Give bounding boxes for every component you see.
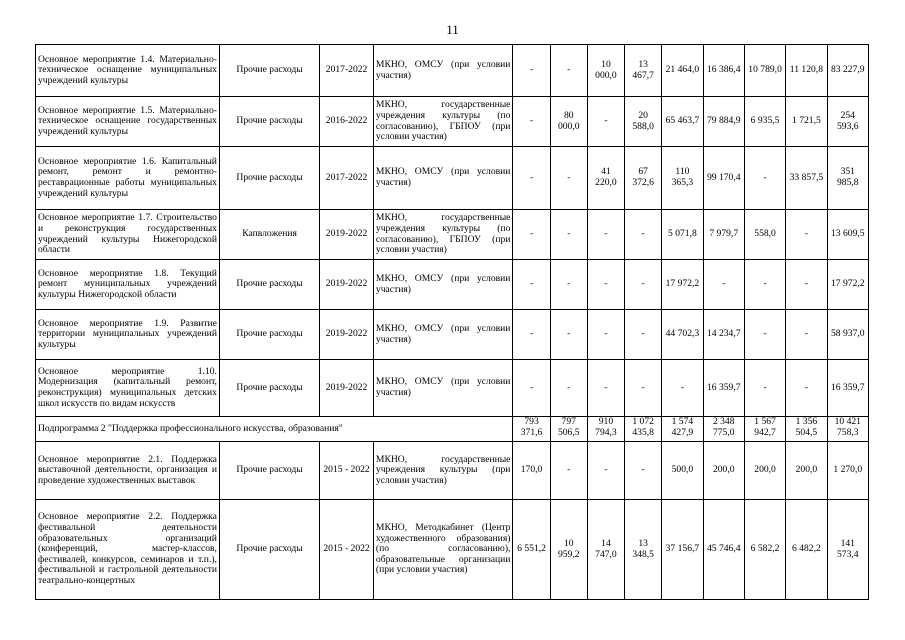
expense-type: Прочие расходы [219, 360, 319, 417]
value-cell: 558,0 [744, 210, 785, 260]
value-cell: - [550, 147, 587, 210]
value-cell: 11 120,8 [786, 45, 827, 97]
value-cell: - [587, 360, 624, 417]
value-cell: 20 588,0 [625, 97, 662, 147]
table-row [36, 442, 869, 500]
period: 2019-2022 [320, 310, 374, 360]
value-cell: 797 506,5 [550, 417, 587, 442]
value-cell: 10 789,0 [744, 45, 785, 97]
table-row [36, 500, 869, 600]
value-cell: - [513, 147, 550, 210]
expense-type: Капвложения [219, 210, 319, 260]
value-cell: 1 356 504,5 [786, 417, 827, 442]
executor: МКНО, ОМСУ (при условии участия) [373, 360, 513, 417]
activity-name: Основное мероприятие 2.2. Поддержка фестивальной деятельности образовательных организаций (конференций, мастер-классов, фестивалей, конкурсов, семинаров и т.п.), фестивальной и гастрольной деятельности театрально-концертных [36, 500, 220, 600]
value-cell: - [550, 442, 587, 500]
table-row [36, 360, 869, 417]
value-cell: 13 467,7 [625, 45, 662, 97]
subprogram-title: Подпрограмма 2 "Поддержка профессионального искусства, образования" [36, 417, 513, 442]
table-row [36, 210, 869, 260]
value-cell: 83 227,9 [827, 45, 868, 97]
value-cell: - [662, 360, 703, 417]
value-cell: 16 359,7 [827, 360, 868, 417]
value-cell: 99 170,4 [703, 147, 744, 210]
expense-type: Прочие расходы [219, 310, 319, 360]
page-number: 11 [446, 22, 459, 37]
value-cell: - [786, 210, 827, 260]
value-cell: 1 574 427,9 [662, 417, 703, 442]
executor: МКНО, государственные учреждения культуры (по согласованию), ГБПОУ (при условии участия) [373, 210, 513, 260]
value-cell: 33 857,5 [786, 147, 827, 210]
table-row [36, 310, 869, 360]
table-row [36, 97, 869, 147]
activity-name: Основное мероприятие 1.5. Материально-техническое оснащение государственных учреждений культуры [36, 97, 220, 147]
value-cell: 793 371,6 [513, 417, 550, 442]
value-cell: - [587, 442, 624, 500]
value-cell: - [513, 210, 550, 260]
value-cell: 79 884,9 [703, 97, 744, 147]
value-cell: 1 567 942,7 [744, 417, 785, 442]
value-cell: 6 551,2 [513, 500, 550, 600]
period: 2015 - 2022 [320, 500, 374, 600]
activity-name: Основное мероприятие 1.9. Развитие территории муниципальных учреждений культуры [36, 310, 220, 360]
value-cell: 6 582,2 [744, 500, 785, 600]
executor: МКНО, ОМСУ (при условии участия) [373, 45, 513, 97]
value-cell: - [625, 310, 662, 360]
expense-type: Прочие расходы [219, 97, 319, 147]
value-cell: - [550, 260, 587, 310]
value-cell: 37 156,7 [662, 500, 703, 600]
period: 2017-2022 [320, 147, 374, 210]
value-cell: 2 348 775,0 [703, 417, 744, 442]
value-cell: - [625, 210, 662, 260]
value-cell: 200,0 [744, 442, 785, 500]
period: 2015 - 2022 [320, 442, 374, 500]
value-cell: - [587, 97, 624, 147]
table-row [36, 147, 869, 210]
value-cell: - [550, 45, 587, 97]
expense-type: Прочие расходы [219, 45, 319, 97]
value-cell: - [513, 45, 550, 97]
activity-name: Основное мероприятие 1.10. Модернизация (капитальный ремонт, реконструкция) муниципальных детских школ искусств по видам искусств [36, 360, 220, 417]
value-cell: - [587, 260, 624, 310]
value-cell: 910 794,3 [587, 417, 624, 442]
period: 2019-2022 [320, 360, 374, 417]
value-cell: 351 985,8 [827, 147, 868, 210]
value-cell: 110 365,3 [662, 147, 703, 210]
value-cell: 1 072 435,8 [625, 417, 662, 442]
value-cell: - [550, 310, 587, 360]
value-cell: 58 937,0 [827, 310, 868, 360]
value-cell: - [550, 210, 587, 260]
value-cell: - [625, 360, 662, 417]
value-cell: 13 609,5 [827, 210, 868, 260]
value-cell: - [744, 147, 785, 210]
value-cell: - [625, 442, 662, 500]
expense-type: Прочие расходы [219, 147, 319, 210]
value-cell: - [513, 360, 550, 417]
value-cell: - [550, 360, 587, 417]
activity-name: Основное мероприятие 1.4. Материально-техническое оснащение муниципальных учреждений культуры [36, 45, 220, 97]
value-cell: - [744, 360, 785, 417]
value-cell: - [513, 310, 550, 360]
value-cell: 6 482,2 [786, 500, 827, 600]
value-cell: 45 746,4 [703, 500, 744, 600]
value-cell: 13 348,5 [625, 500, 662, 600]
value-cell: 65 463,7 [662, 97, 703, 147]
executor: МКНО, Методкабинет (Центр художественного образования) (по согласованию), образовательные организации (при условии участия) [373, 500, 513, 600]
period: 2017-2022 [320, 45, 374, 97]
expense-type: Прочие расходы [219, 500, 319, 600]
value-cell: 17 972,2 [662, 260, 703, 310]
value-cell: - [587, 310, 624, 360]
executor: МКНО, государственные учреждения культуры (по согласованию), ГБПОУ (при условии участия) [373, 97, 513, 147]
value-cell: 14 234,7 [703, 310, 744, 360]
value-cell: - [625, 260, 662, 310]
value-cell: 14 747,0 [587, 500, 624, 600]
value-cell: 1 721,5 [786, 97, 827, 147]
value-cell: 10 959,2 [550, 500, 587, 600]
value-cell: - [703, 260, 744, 310]
executor: МКНО, государственные учреждения культуры (при условии участия) [373, 442, 513, 500]
value-cell: 7 979,7 [703, 210, 744, 260]
value-cell: - [513, 260, 550, 310]
value-cell: 16 386,4 [703, 45, 744, 97]
value-cell: 16 359,7 [703, 360, 744, 417]
period: 2016-2022 [320, 97, 374, 147]
value-cell: 44 702,3 [662, 310, 703, 360]
value-cell: 500,0 [662, 442, 703, 500]
value-cell: 67 372,6 [625, 147, 662, 210]
value-cell: - [744, 310, 785, 360]
table-row [36, 260, 869, 310]
value-cell: 41 220,0 [587, 147, 624, 210]
value-cell: 1 270,0 [827, 442, 868, 500]
value-cell: 80 000,0 [550, 97, 587, 147]
period: 2019-2022 [320, 210, 374, 260]
value-cell: - [513, 97, 550, 147]
expense-type: Прочие расходы [219, 442, 319, 500]
budget-table [35, 44, 869, 600]
value-cell: 6 935,5 [744, 97, 785, 147]
value-cell: 141 573,4 [827, 500, 868, 600]
activity-name: Основное мероприятие 2.1. Поддержка выставочной деятельности, организация и проведение художественных выставок [36, 442, 220, 500]
value-cell: 5 071,8 [662, 210, 703, 260]
value-cell: 200,0 [786, 442, 827, 500]
value-cell: 170,0 [513, 442, 550, 500]
activity-name: Основное мероприятие 1.6. Капитальный ремонт, ремонт и ремонтно-реставрационные работы муниципальных учреждений культуры [36, 147, 220, 210]
executor: МКНО, ОМСУ (при условии участия) [373, 147, 513, 210]
executor: МКНО, ОМСУ (при условии участия) [373, 260, 513, 310]
value-cell: 21 464,0 [662, 45, 703, 97]
value-cell: 17 972,2 [827, 260, 868, 310]
value-cell: - [744, 260, 785, 310]
value-cell: - [786, 310, 827, 360]
value-cell: - [786, 360, 827, 417]
value-cell: - [587, 210, 624, 260]
expense-type: Прочие расходы [219, 260, 319, 310]
value-cell: 10 421 758,3 [827, 417, 868, 442]
period: 2019-2022 [320, 260, 374, 310]
value-cell: 10 000,0 [587, 45, 624, 97]
value-cell: 200,0 [703, 442, 744, 500]
subprogram-row [36, 417, 869, 442]
value-cell: - [786, 260, 827, 310]
table-row [36, 45, 869, 97]
activity-name: Основное мероприятие 1.8. Текущий ремонт муниципальных учреждений культуры Нижегородской области [36, 260, 220, 310]
executor: МКНО, ОМСУ (при условии участия) [373, 310, 513, 360]
activity-name: Основное мероприятие 1.7. Строительство и реконструкция государственных учреждений культуры Нижегородской области [36, 210, 220, 260]
value-cell: 254 593,6 [827, 97, 868, 147]
